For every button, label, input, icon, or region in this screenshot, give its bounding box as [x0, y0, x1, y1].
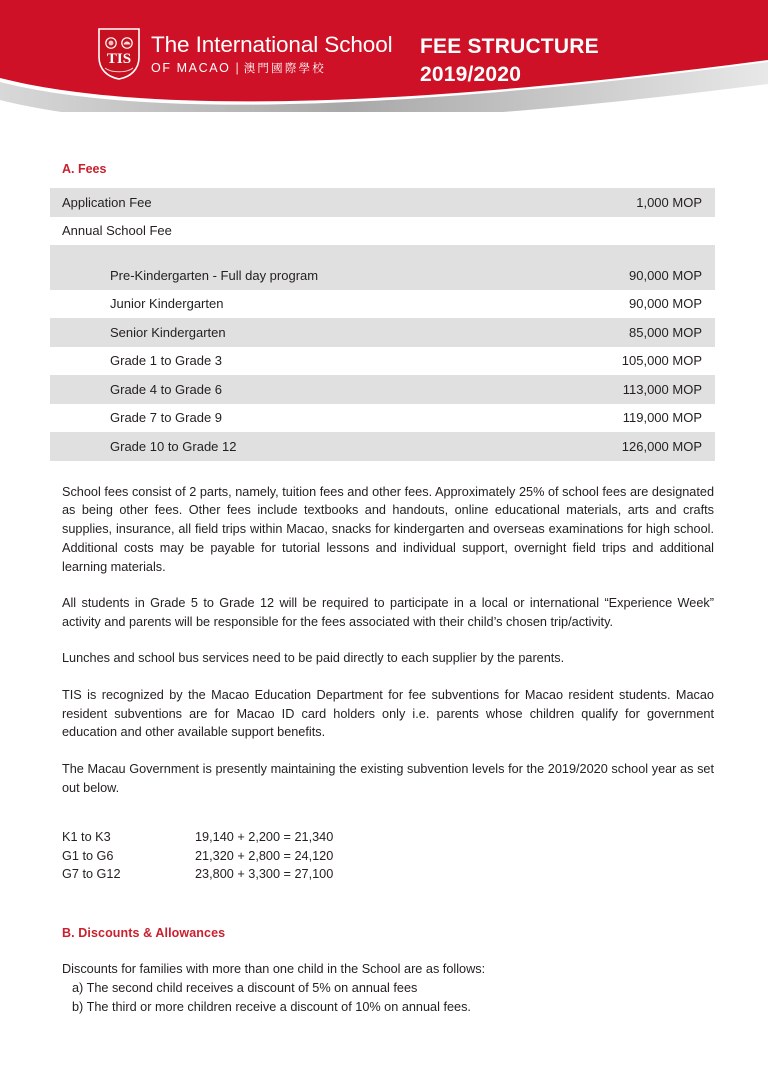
fee-value: 90,000 MOP — [629, 296, 702, 312]
page-header-banner — [0, 0, 768, 112]
fee-value: 1,000 MOP — [636, 194, 702, 210]
fee-value: 90,000 MOP — [629, 267, 702, 283]
fee-value: 126,000 MOP — [621, 438, 702, 454]
list-item: a) The second child receives a discount of 5% on annual fees — [72, 980, 418, 995]
table-row — [50, 261, 715, 290]
table-row — [50, 290, 715, 319]
document-title — [420, 33, 599, 89]
svg-text:TIS: TIS — [106, 51, 132, 67]
fee-label: Junior Kindergarten — [110, 296, 224, 312]
logo-divider: | — [235, 60, 239, 75]
fee-label: Grade 4 to Grade 6 — [110, 381, 223, 397]
table-row — [62, 828, 768, 847]
fee-label: Pre-Kindergarten - Full day program — [110, 267, 319, 283]
document-title-line1: FEE STRUCTURE — [420, 35, 599, 58]
table-row — [62, 847, 768, 866]
fee-label: Grade 7 to Grade 9 — [110, 410, 223, 426]
table-row — [50, 404, 715, 433]
paragraph-government-levels: The Macau Government is presently maintaining the existing subvention levels for the 2019/2020 school year as set out below. — [62, 762, 714, 796]
subvention-table — [62, 828, 768, 884]
section-b-heading: B. Discounts & Allowances — [62, 925, 226, 940]
fee-label: Application Fee — [62, 194, 152, 210]
paragraph-experience-week: All students in Grade 5 to Grade 12 will be required to participate in a local or international “Experience Week” activity and parents will be responsible for the fees associated with their child’s chosen trip/activity. — [62, 596, 714, 630]
table-row — [50, 432, 715, 461]
subvention-grade: K1 to K3 — [62, 829, 111, 844]
fee-label: Senior Kindergarten — [110, 324, 226, 340]
document-body — [0, 112, 768, 1017]
fee-label: Annual School Fee — [62, 223, 172, 239]
table-row — [50, 217, 715, 246]
fee-label: Grade 1 to Grade 3 — [110, 353, 223, 369]
table-row — [50, 318, 715, 347]
fee-table — [50, 188, 715, 461]
table-row-spacer — [50, 245, 715, 261]
section-a-heading: A. Fees — [62, 162, 107, 176]
subvention-calc: 21,320 + 2,800 = 24,120 — [195, 848, 334, 863]
discounts-intro: Discounts for families with more than one child in the School are as follows: — [62, 961, 486, 976]
subvention-grade: G1 to G6 — [62, 848, 114, 863]
fee-value: 85,000 MOP — [629, 324, 702, 340]
list-item: b) The third or more children receive a discount of 10% on annual fees. — [72, 999, 471, 1014]
fee-value: 113,000 MOP — [622, 381, 702, 397]
subvention-grade: G7 to G12 — [62, 867, 121, 882]
logo-chinese-name: 澳門國際學校 — [243, 60, 326, 75]
fee-value: 119,000 MOP — [622, 410, 702, 426]
table-row — [50, 347, 715, 376]
table-row — [50, 375, 715, 404]
paragraph-lunches-bus: Lunches and school bus services need to be paid directly to each supplier by the parents. — [62, 651, 565, 666]
fee-label: Grade 10 to Grade 12 — [110, 438, 237, 454]
discounts-block — [62, 960, 768, 1017]
subvention-calc: 19,140 + 2,200 = 21,340 — [195, 829, 334, 844]
subvention-calc: 23,800 + 3,300 = 27,100 — [195, 867, 334, 882]
table-row — [50, 188, 715, 217]
tis-shield-crest-icon — [96, 27, 142, 81]
logo-school-name: The International School — [151, 32, 393, 57]
paragraph-school-fees: School fees consist of 2 parts, namely, tuition fees and other fees. Approximately 25% of school fees are designated as being other fees. Other fees include textbooks and handouts, online educational materials, arts and crafts supplies, insurance, all field trips within Macao, snacks for kindergarten and overseas examinations for high school. Additional costs may be payable for tutorial lessons and individual support, overnight field trips and additional learning materials. — [62, 484, 714, 574]
table-row — [62, 865, 768, 884]
paragraph-subventions: TIS is recognized by the Macao Education Department for fee subventions for Macao resident students. Macao resident subventions are for Macao ID card holders only i.e. parents whose children qualify for government education and other available support benefits. — [62, 687, 714, 740]
school-logo — [96, 27, 393, 81]
fee-value: 105,000 MOP — [621, 353, 702, 369]
document-title-line2: 2019/2020 — [420, 62, 522, 86]
logo-of-macao: OF MACAO — [151, 60, 231, 75]
